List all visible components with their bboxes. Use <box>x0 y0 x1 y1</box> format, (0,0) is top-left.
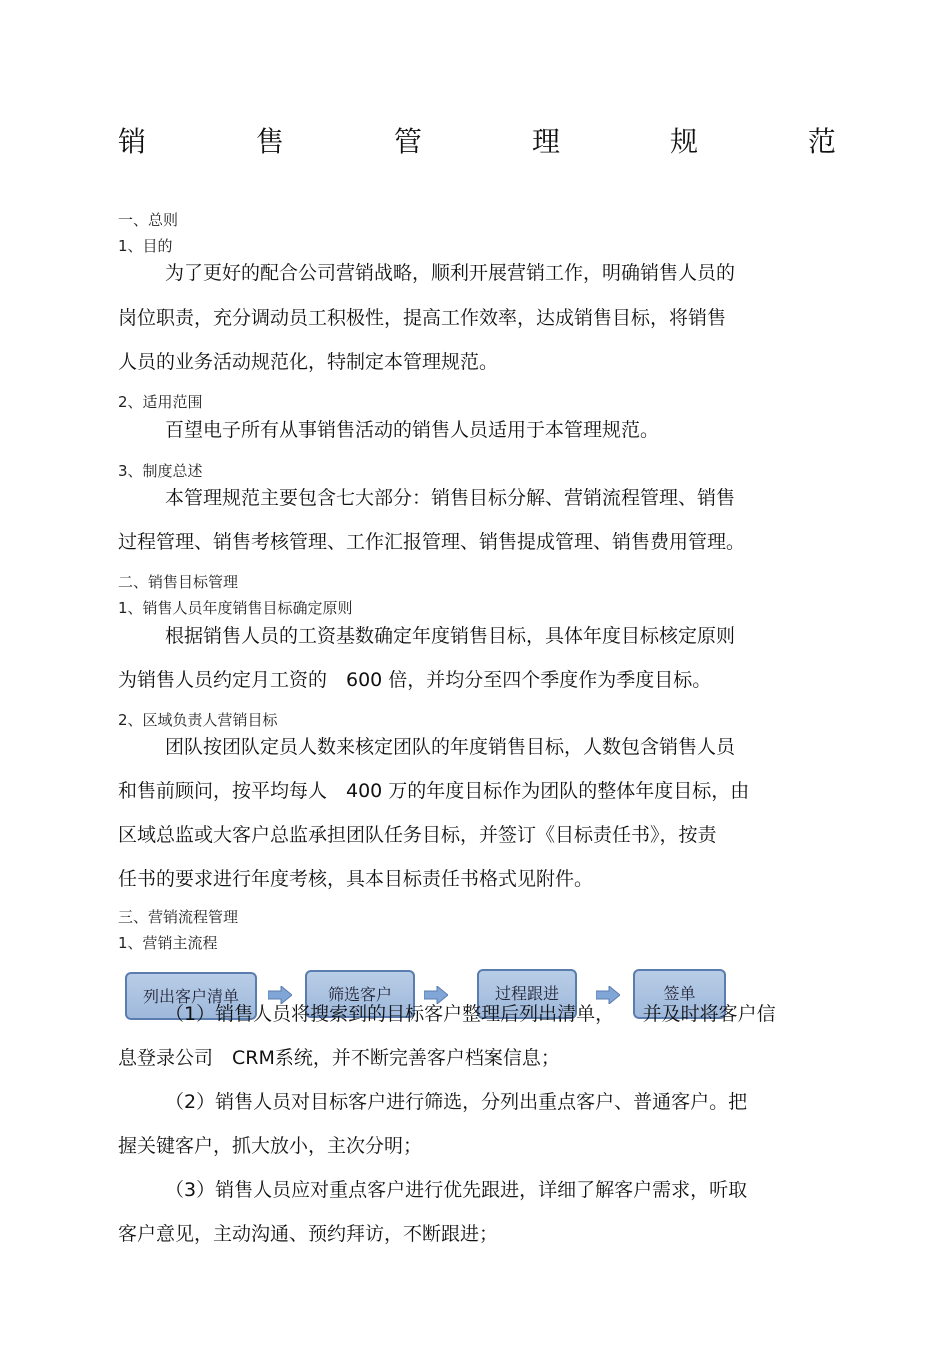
paragraph-line: 任书的要求进行年度考核，具本目标责任书格式见附件。 <box>118 868 594 890</box>
section-heading: 一、总则 <box>118 211 179 229</box>
paragraph-line: 过程管理、销售考核管理、工作汇报管理、销售提成管理、销售费用管理。 <box>118 531 746 553</box>
subsection-heading: 2、区域负责人营销目标 <box>118 711 278 729</box>
title-char: 销 <box>118 125 147 158</box>
document-title <box>118 118 836 162</box>
paragraph-line: 人员的业务活动规范化，特制定本管理规范。 <box>118 351 499 373</box>
paragraph-line: 根据销售人员的工资基数确定年度销售目标，具体年度目标核定原则 <box>165 625 736 647</box>
paragraph-line: 为了更好的配合公司营销战略，顺利开展营销工作，明确销售人员的 <box>165 262 736 284</box>
subsection-heading: 1、营销主流程 <box>118 934 218 952</box>
paragraph-line: 本管理规范主要包含七大部分：销售目标分解、营销流程管理、销售 <box>165 487 736 509</box>
title-char: 规 <box>669 125 698 158</box>
paragraph-line: 区域总监或大客户总监承担团队任务目标，并签订《目标责任书》，按责 <box>118 824 717 846</box>
paragraph-line: （1）销售人员将搜索到的目标客户整理后列出清单， 并及时将客户信 <box>165 1003 776 1025</box>
paragraph-line: 为销售人员约定月工资的 600 倍，并均分至四个季度作为季度目标。 <box>118 669 712 691</box>
flow-step-sign-contract: 签单 <box>633 969 726 1019</box>
title-char: 售 <box>255 125 284 158</box>
flow-step-list-customers: 列出客户清单 <box>125 972 257 1020</box>
paragraph-line: 握关键客户，抓大放小，主次分明； <box>118 1135 423 1157</box>
paragraph-line: 百望电子所有从事销售活动的销售人员适用于本管理规范。 <box>165 419 660 441</box>
flow-step-filter-customers: 筛选客户 <box>305 970 415 1018</box>
section-heading: 三、营销流程管理 <box>118 908 239 926</box>
subsection-heading: 3、制度总述 <box>118 462 203 480</box>
title-char: 管 <box>393 125 422 158</box>
paragraph-line: 团队按团队定员人数来核定团队的年度销售目标，人数包含销售人员 <box>165 736 736 758</box>
subsection-heading: 2、适用范围 <box>118 393 203 411</box>
paragraph-line: （2）销售人员对目标客户进行筛选，分列出重点客户、普通客户。把 <box>165 1091 748 1113</box>
subsection-heading: 1、销售人员年度销售目标确定原则 <box>118 599 353 617</box>
paragraph-line: 和售前顾问，按平均每人 400 万的年度目标作为团队的整体年度目标，由 <box>118 780 750 802</box>
section-heading: 二、销售目标管理 <box>118 573 239 591</box>
title-char: 范 <box>807 125 836 158</box>
paragraph-line: 岗位职责，充分调动员工积极性，提高工作效率，达成销售目标，将销售 <box>118 307 727 329</box>
subsection-heading: 1、目的 <box>118 237 173 255</box>
flow-step-follow-up: 过程跟进 <box>477 969 577 1019</box>
paragraph-line: （3）销售人员应对重点客户进行优先跟进，详细了解客户需求，听取 <box>165 1179 748 1201</box>
paragraph-line: 客户意见，主动沟通、预约拜访，不断跟进； <box>118 1223 499 1245</box>
paragraph-line: 息登录公司 CRM系统，并不断完善客户档案信息； <box>118 1047 560 1069</box>
title-char: 理 <box>531 125 560 158</box>
